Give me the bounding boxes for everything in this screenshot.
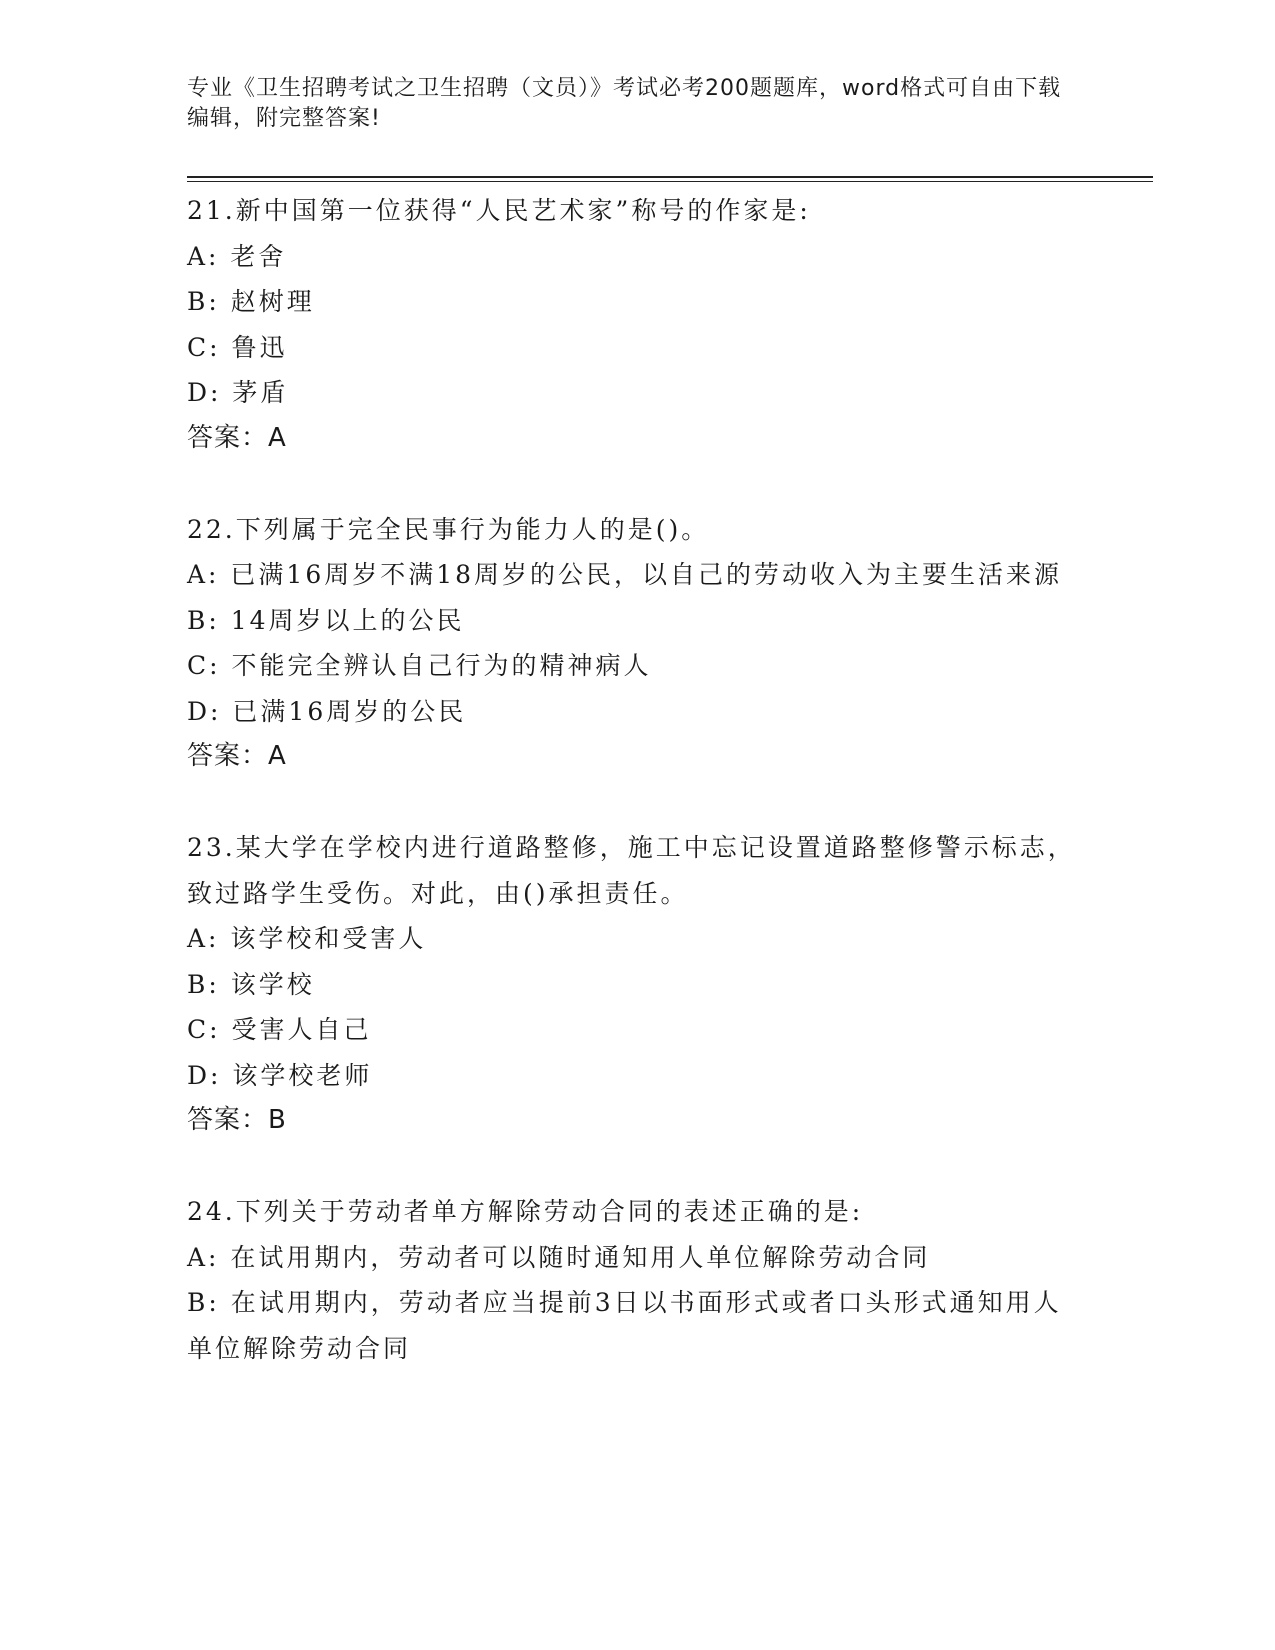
question-stem: 22.下列属于完全民事行为能力人的是()。 <box>187 514 710 544</box>
question-24 <box>187 1189 1077 1371</box>
option-c: C: 不能完全辨认自己行为的精神病人 <box>187 651 652 680</box>
option-c: C: 鲁迅 <box>187 332 288 362</box>
header-divider-thin <box>187 181 1153 182</box>
option-d: D: 茅盾 <box>187 378 289 407</box>
option-d: D: 该学校老师 <box>187 1060 373 1090</box>
question-stem: 21.新中国第一位获得“人民艺术家”称号的作家是: <box>187 196 811 225</box>
question-21 <box>187 188 1077 461</box>
document-header: 专业《卫生招聘考试之卫生招聘（文员）》考试必考200题题库，word格式可自由下载编辑，附完整答案! <box>187 76 1062 131</box>
option-a: A: 老舍 <box>187 241 287 271</box>
answer-line: 答案：A <box>187 741 287 771</box>
option-b: B: 赵树理 <box>187 287 315 316</box>
question-spacer <box>187 461 1077 507</box>
option-a: A: 已满16周岁不满18周岁的公民，以自己的劳动收入为主要生活来源 <box>187 560 1063 589</box>
question-stem: 23.某大学在学校内进行道路整修，施工中忘记设置道路整修警示标志，致过路学生受伤。对此，由()承担责任。 <box>187 833 1076 908</box>
question-stem: 24.下列关于劳动者单方解除劳动合同的表述正确的是: <box>187 1197 864 1226</box>
option-b: B: 在试用期内，劳动者应当提前3日以书面形式或者口头形式通知用人单位解除劳动合同 <box>187 1288 1062 1363</box>
option-b: B: 14周岁以上的公民 <box>187 605 465 635</box>
question-list <box>187 188 1077 1371</box>
answer-line: 答案：B <box>187 1105 287 1135</box>
option-d: D: 已满16周岁的公民 <box>187 696 467 726</box>
question-23 <box>187 825 1077 1144</box>
option-a: A: 在试用期内，劳动者可以随时通知用人单位解除劳动合同 <box>187 1242 931 1272</box>
option-a: A: 该学校和受害人 <box>187 924 427 953</box>
option-b: B: 该学校 <box>187 969 315 999</box>
header-divider-thick <box>187 176 1153 178</box>
question-spacer <box>187 1144 1077 1190</box>
question-spacer <box>187 780 1077 826</box>
option-c: C: 受害人自己 <box>187 1015 372 1044</box>
question-22 <box>187 507 1077 780</box>
answer-line: 答案：A <box>187 422 287 453</box>
